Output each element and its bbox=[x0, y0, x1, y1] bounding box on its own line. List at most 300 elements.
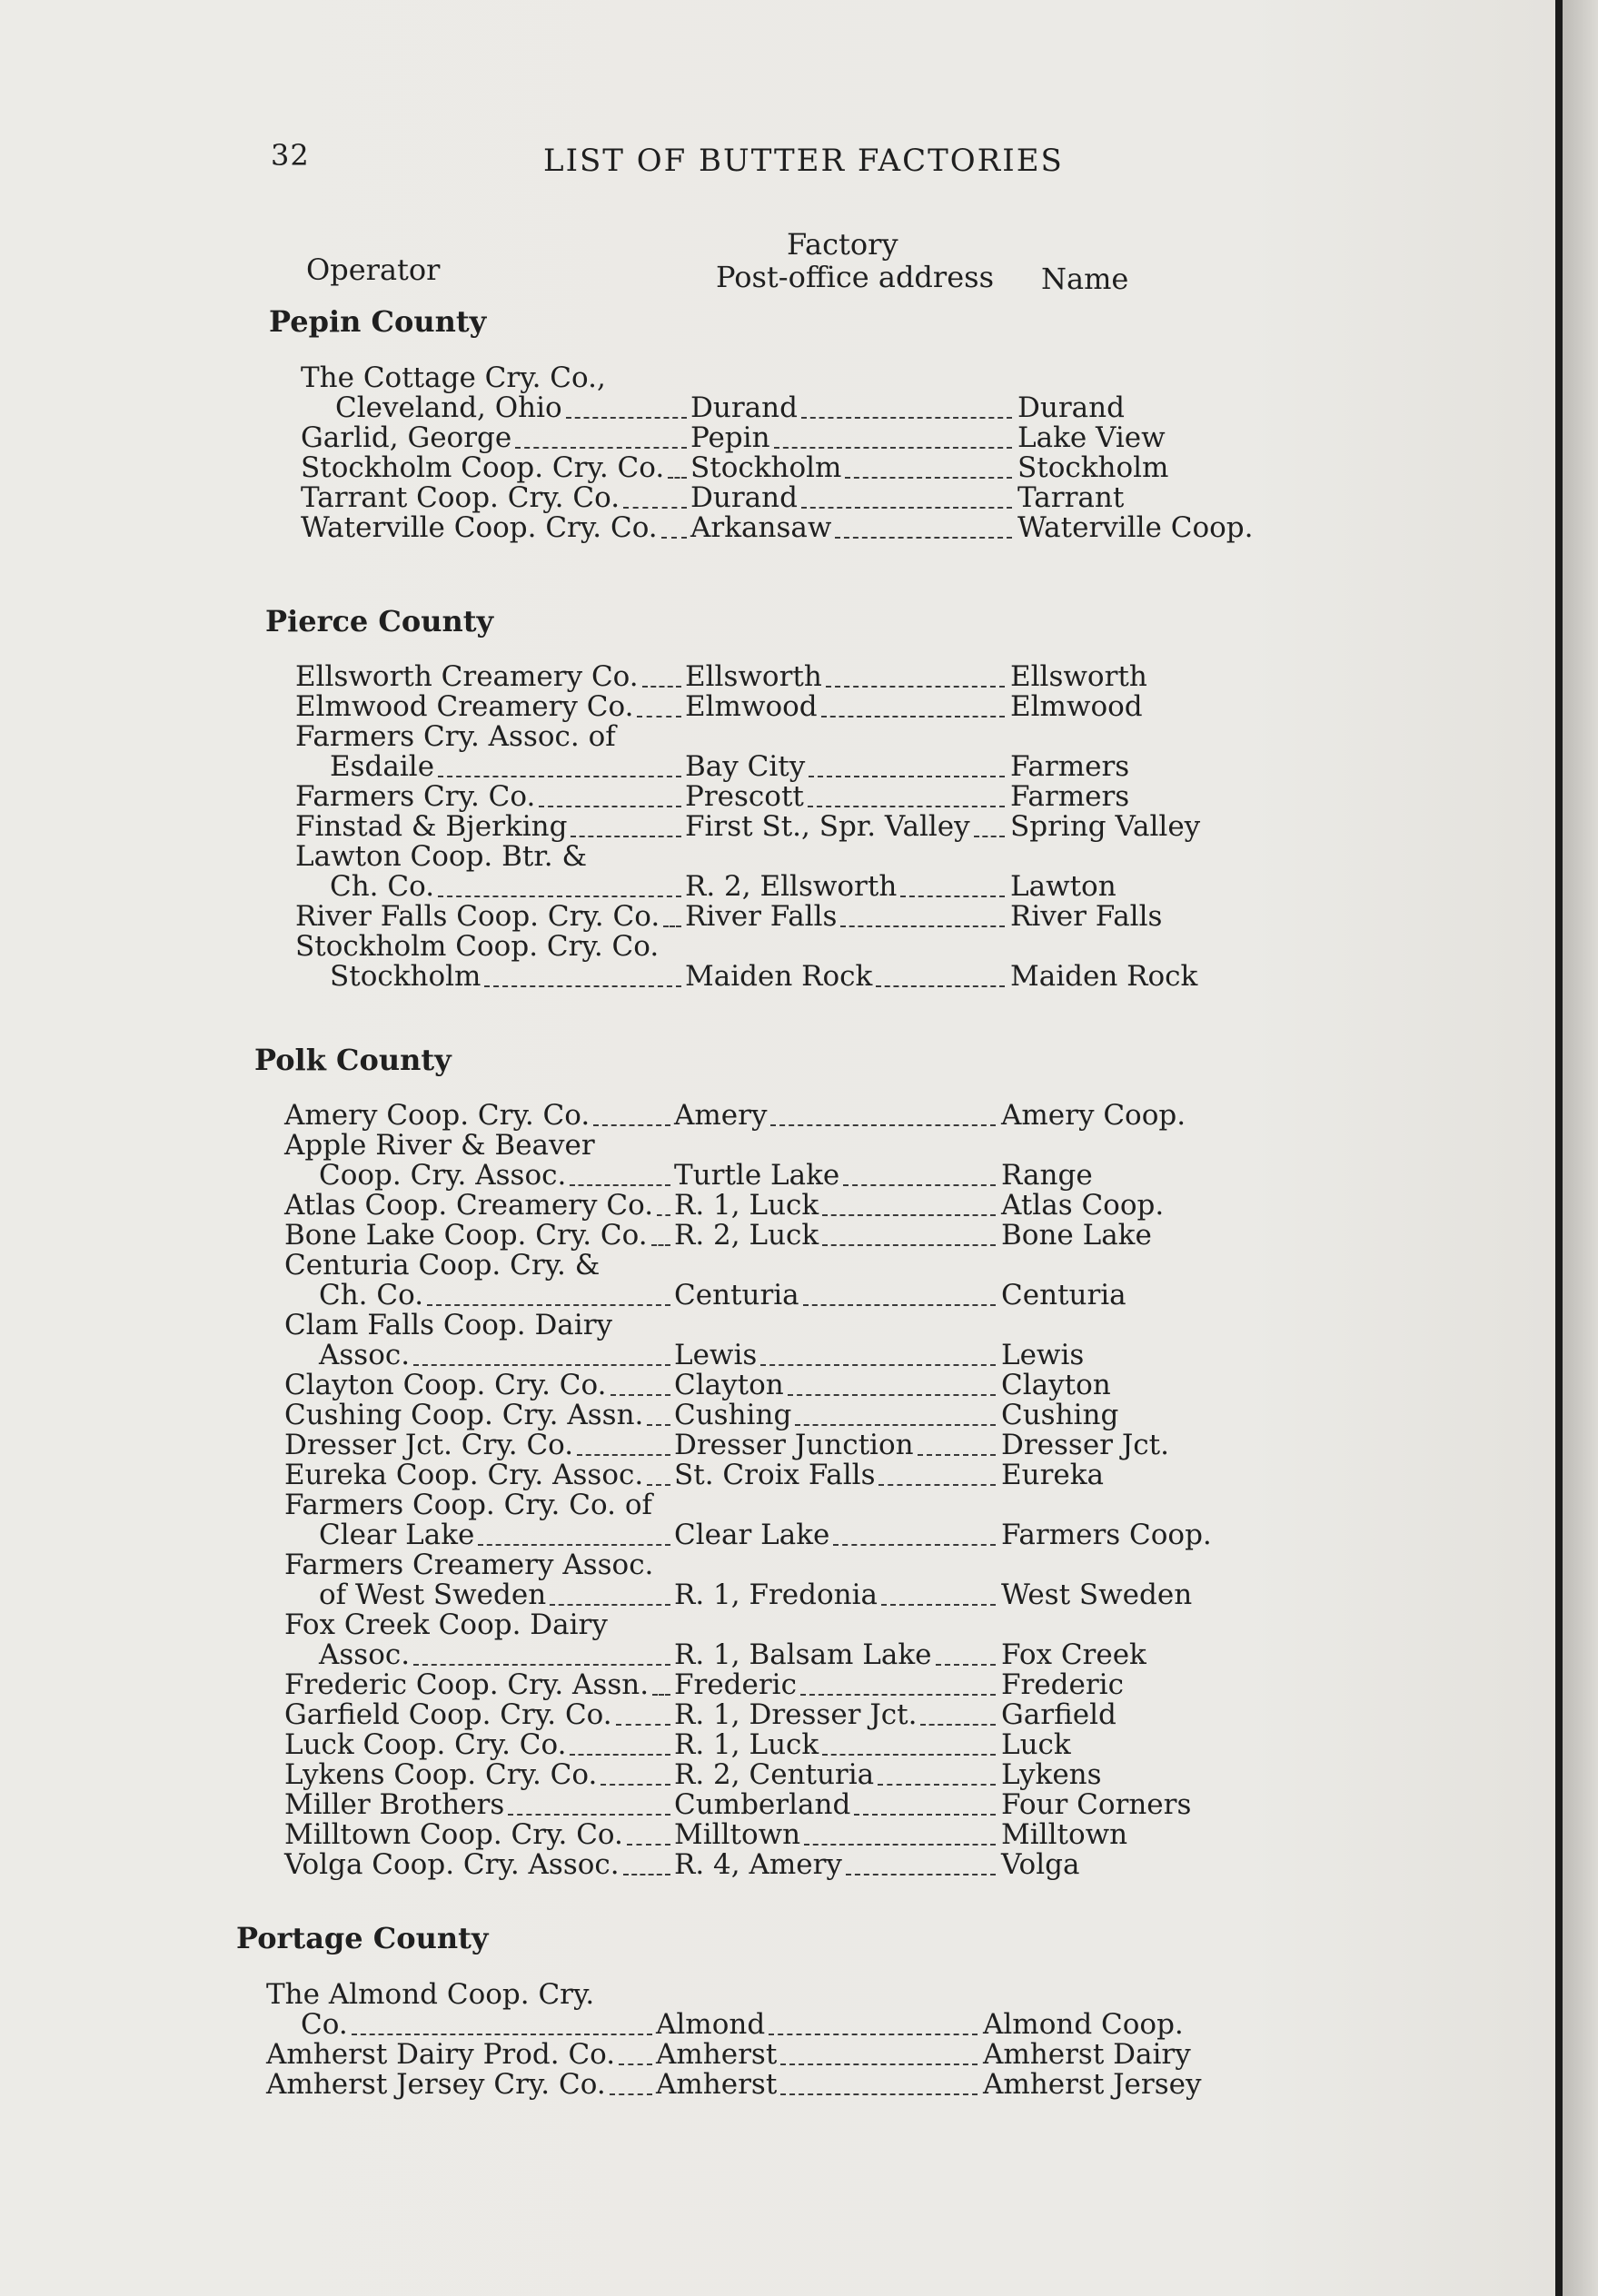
post-office-address: Clayton bbox=[674, 1369, 784, 1401]
table-row bbox=[0, 1818, 1544, 1849]
operator-cell bbox=[284, 1668, 674, 1701]
dot-leader bbox=[623, 507, 687, 509]
operator-name: of West Sweden bbox=[319, 1578, 547, 1611]
address-cell bbox=[685, 690, 1008, 723]
operator-name: Clayton Coop. Cry. Co. bbox=[284, 1369, 607, 1401]
post-office-address: Bay City bbox=[685, 750, 806, 783]
address-cell bbox=[690, 421, 1016, 454]
address-cell bbox=[674, 1399, 999, 1431]
operator-name: Frederic Coop. Cry. Assn. bbox=[284, 1668, 650, 1701]
operator-cell bbox=[319, 1638, 674, 1671]
post-office-address: Lewis bbox=[674, 1339, 758, 1371]
factory-name: Fox Creek bbox=[1001, 1638, 1146, 1671]
post-office-address: Amherst bbox=[656, 2068, 778, 2101]
operator-cell bbox=[284, 1848, 674, 1881]
table-row bbox=[0, 1578, 1544, 1609]
address-cell bbox=[690, 511, 1016, 544]
table-row bbox=[0, 451, 1544, 482]
section-title: Pierce County bbox=[265, 604, 494, 638]
operator-cell bbox=[319, 1578, 674, 1611]
section-title: Polk County bbox=[254, 1043, 452, 1077]
address-cell bbox=[674, 1369, 999, 1401]
dot-leader bbox=[478, 1544, 670, 1546]
operator-cell bbox=[330, 750, 685, 783]
factory-name: Amery Coop. bbox=[1001, 1099, 1186, 1132]
address-cell bbox=[674, 1429, 999, 1461]
scan-margin bbox=[1563, 0, 1598, 2296]
dot-leader bbox=[566, 417, 687, 419]
factory-name: Dresser Jct. bbox=[1001, 1429, 1169, 1461]
dot-leader bbox=[780, 2093, 978, 2095]
dot-leader bbox=[780, 2063, 978, 2065]
table-row bbox=[0, 1339, 1544, 1370]
dot-leader bbox=[647, 1424, 670, 1426]
operator-cell bbox=[284, 1189, 674, 1222]
table-row bbox=[0, 421, 1544, 452]
operator-name-line: The Cottage Cry. Co., bbox=[301, 361, 606, 394]
operator-name-line: The Almond Coop. Cry. bbox=[266, 1978, 595, 2011]
page-title: LIST OF BUTTER FACTORIES bbox=[543, 143, 1064, 179]
table-row bbox=[0, 1668, 1544, 1699]
operator-name: Amherst Jersey Cry. Co. bbox=[266, 2068, 606, 2101]
post-office-address: Elmwood bbox=[685, 690, 818, 723]
dot-leader bbox=[616, 1724, 670, 1726]
operator-cell bbox=[284, 1399, 674, 1431]
post-office-address: R. 2, Luck bbox=[674, 1219, 819, 1252]
address-cell bbox=[674, 1848, 999, 1881]
post-office-address: R. 2, Ellsworth bbox=[685, 870, 898, 903]
factory-name: Stockholm bbox=[1017, 451, 1169, 484]
operator-cell bbox=[301, 511, 690, 544]
dot-leader bbox=[663, 925, 681, 927]
factory-name: Atlas Coop. bbox=[1001, 1189, 1165, 1222]
factory-name: Lawton bbox=[1010, 870, 1117, 903]
factory-name: Farmers bbox=[1010, 780, 1130, 813]
column-header-factory: Factory bbox=[787, 227, 898, 262]
operator-cell bbox=[284, 1698, 674, 1731]
operator-name: Assoc. bbox=[319, 1339, 411, 1371]
table-row bbox=[0, 1159, 1544, 1190]
address-cell bbox=[685, 660, 1008, 693]
factory-name: Centuria bbox=[1001, 1279, 1127, 1311]
table-row bbox=[0, 391, 1544, 422]
dot-leader bbox=[610, 2093, 652, 2095]
post-office-address: Cumberland bbox=[674, 1788, 851, 1821]
dot-leader bbox=[637, 716, 681, 718]
operator-name: Finstad & Bjerking bbox=[295, 810, 568, 843]
table-row bbox=[0, 1429, 1544, 1460]
operator-name: Ch. Co. bbox=[330, 870, 435, 903]
table-row bbox=[0, 1638, 1544, 1669]
dot-leader bbox=[571, 836, 681, 837]
dot-leader bbox=[593, 1124, 670, 1126]
post-office-address: First St., Spr. Valley bbox=[685, 810, 970, 843]
dot-leader bbox=[822, 1244, 996, 1246]
post-office-address: Pepin bbox=[690, 421, 770, 454]
factory-name: Durand bbox=[1017, 391, 1125, 424]
operator-name: Lykens Coop. Cry. Co. bbox=[284, 1758, 598, 1791]
address-cell bbox=[690, 481, 1016, 514]
post-office-address: Durand bbox=[690, 391, 798, 424]
dot-leader bbox=[661, 537, 687, 539]
post-office-address: Cushing bbox=[674, 1399, 792, 1431]
address-cell bbox=[685, 900, 1008, 933]
operator-name: Volga Coop. Cry. Assoc. bbox=[284, 1848, 620, 1881]
dot-leader bbox=[878, 1484, 996, 1486]
operator-name-line: Fox Creek Coop. Dairy bbox=[284, 1608, 608, 1641]
post-office-address: R. 1, Balsam Lake bbox=[674, 1638, 932, 1671]
dot-leader bbox=[627, 1844, 670, 1846]
factory-name: Farmers Coop. bbox=[1001, 1519, 1212, 1551]
operator-cell bbox=[301, 421, 690, 454]
dot-leader bbox=[652, 1694, 670, 1696]
dot-leader bbox=[809, 776, 1005, 777]
dot-leader bbox=[804, 1844, 996, 1846]
operator-name: Miller Brothers bbox=[284, 1788, 505, 1821]
post-office-address: Centuria bbox=[674, 1279, 799, 1311]
factory-name: Luck bbox=[1001, 1728, 1071, 1761]
table-row bbox=[0, 690, 1544, 721]
factory-name: Four Corners bbox=[1001, 1788, 1192, 1821]
factory-name: Milltown bbox=[1001, 1818, 1128, 1851]
operator-cell bbox=[284, 1788, 674, 1821]
address-cell bbox=[656, 2008, 981, 2041]
dot-leader bbox=[769, 2034, 978, 2035]
factory-name: Waterville Coop. bbox=[1017, 511, 1254, 544]
factory-name: Maiden Rock bbox=[1010, 960, 1198, 993]
dot-leader bbox=[550, 1604, 670, 1606]
dot-leader bbox=[900, 896, 1005, 897]
post-office-address: Prescott bbox=[685, 780, 804, 813]
operator-name: Stockholm bbox=[330, 960, 481, 993]
table-row bbox=[0, 900, 1544, 931]
post-office-address: Amherst bbox=[656, 2038, 778, 2071]
operator-cell bbox=[330, 960, 685, 993]
dot-leader bbox=[438, 776, 681, 777]
factory-name: Amherst Dairy bbox=[983, 2038, 1191, 2071]
operator-cell bbox=[335, 391, 690, 424]
operator-name: Farmers Cry. Co. bbox=[295, 780, 536, 813]
address-cell bbox=[674, 1578, 999, 1611]
factory-name: Eureka bbox=[1001, 1459, 1105, 1491]
operator-name-line: Clam Falls Coop. Dairy bbox=[284, 1309, 613, 1341]
operator-name: River Falls Coop. Cry. Co. bbox=[295, 900, 660, 933]
dot-leader bbox=[920, 1724, 996, 1726]
dot-leader bbox=[774, 447, 1012, 449]
factory-name: West Sweden bbox=[1001, 1578, 1193, 1611]
dot-leader bbox=[647, 1484, 670, 1486]
address-cell bbox=[685, 750, 1008, 783]
operator-name: Tarrant Coop. Cry. Co. bbox=[301, 481, 620, 514]
address-cell bbox=[674, 1339, 999, 1371]
table-row bbox=[0, 870, 1544, 901]
operator-cell bbox=[319, 1159, 674, 1192]
operator-cell bbox=[301, 2008, 656, 2041]
operator-cell bbox=[295, 900, 685, 933]
factory-name: Elmwood bbox=[1010, 690, 1143, 723]
dot-leader bbox=[619, 2063, 652, 2065]
address-cell bbox=[685, 960, 1008, 993]
operator-cell bbox=[284, 1758, 674, 1791]
post-office-address: Almond bbox=[656, 2008, 766, 2041]
dot-leader bbox=[974, 836, 1005, 837]
address-cell bbox=[674, 1159, 999, 1192]
table-row bbox=[0, 750, 1544, 781]
column-header-operator: Operator bbox=[306, 252, 441, 287]
dot-leader bbox=[840, 925, 1005, 927]
dot-leader bbox=[484, 985, 681, 987]
dot-leader bbox=[835, 537, 1012, 539]
operator-name-line: Stockholm Coop. Cry. Co. bbox=[295, 930, 660, 963]
table-row bbox=[0, 1758, 1544, 1789]
operator-cell bbox=[284, 1429, 674, 1461]
operator-name: Luck Coop. Cry. Co. bbox=[284, 1728, 567, 1761]
dot-leader bbox=[651, 1244, 670, 1246]
address-cell bbox=[674, 1818, 999, 1851]
table-row bbox=[0, 1399, 1544, 1430]
address-cell bbox=[690, 391, 1016, 424]
post-office-address: R. 2, Centuria bbox=[674, 1758, 875, 1791]
dot-leader bbox=[822, 1214, 996, 1216]
factory-name: Amherst Jersey bbox=[983, 2068, 1202, 2101]
dot-leader bbox=[668, 477, 687, 479]
post-office-address: Arkansaw bbox=[690, 511, 832, 544]
section-title: Portage County bbox=[236, 1921, 489, 1955]
post-office-address: Milltown bbox=[674, 1818, 801, 1851]
table-row bbox=[0, 1279, 1544, 1310]
table-row bbox=[0, 2008, 1544, 2039]
dot-leader bbox=[801, 417, 1012, 419]
section-title: Pepin County bbox=[269, 304, 487, 339]
factory-name: Clayton bbox=[1001, 1369, 1111, 1401]
dot-leader bbox=[788, 1394, 996, 1396]
post-office-address: R. 1, Luck bbox=[674, 1189, 819, 1222]
post-office-address: Clear Lake bbox=[674, 1519, 830, 1551]
dot-leader bbox=[808, 806, 1005, 807]
table-row bbox=[0, 1728, 1544, 1759]
page-edge-shadow bbox=[1555, 0, 1563, 2296]
operator-name: Ellsworth Creamery Co. bbox=[295, 660, 639, 693]
factory-name: Spring Valley bbox=[1010, 810, 1201, 843]
operator-cell bbox=[295, 660, 685, 693]
address-cell bbox=[674, 1728, 999, 1761]
table-row bbox=[0, 1519, 1544, 1549]
operator-cell bbox=[301, 481, 690, 514]
table-row bbox=[0, 1848, 1544, 1879]
dot-leader bbox=[760, 1364, 996, 1366]
dot-leader bbox=[413, 1364, 670, 1366]
dot-leader bbox=[610, 1394, 670, 1396]
table-row bbox=[0, 1189, 1544, 1220]
page-number: 32 bbox=[271, 138, 310, 173]
factory-name: Volga bbox=[1001, 1848, 1080, 1881]
operator-cell bbox=[295, 780, 685, 813]
column-header-name: Name bbox=[1041, 262, 1129, 296]
address-cell bbox=[674, 1698, 999, 1731]
factory-name: Cushing bbox=[1001, 1399, 1119, 1431]
post-office-address: Turtle Lake bbox=[674, 1159, 840, 1192]
factory-name: Bone Lake bbox=[1001, 1219, 1152, 1252]
dot-leader bbox=[438, 896, 681, 897]
address-cell bbox=[674, 1668, 999, 1701]
dot-leader bbox=[846, 1874, 996, 1875]
factory-name: Range bbox=[1001, 1159, 1093, 1192]
post-office-address: R. 1, Luck bbox=[674, 1728, 819, 1761]
dot-leader bbox=[821, 716, 1005, 718]
dot-leader bbox=[918, 1454, 996, 1456]
table-row bbox=[0, 1459, 1544, 1489]
table-row bbox=[0, 1219, 1544, 1250]
operator-name: Milltown Coop. Cry. Co. bbox=[284, 1818, 623, 1851]
factory-name: River Falls bbox=[1010, 900, 1163, 933]
table-row bbox=[0, 2038, 1544, 2069]
table-row bbox=[0, 481, 1544, 512]
operator-name: Assoc. bbox=[319, 1638, 411, 1671]
post-office-address: Ellsworth bbox=[685, 660, 822, 693]
post-office-address: Stockholm bbox=[690, 451, 842, 484]
factory-name: Garfield bbox=[1001, 1698, 1117, 1731]
factory-name: Almond Coop. bbox=[983, 2008, 1184, 2041]
dot-leader bbox=[854, 1814, 996, 1816]
table-row bbox=[0, 1099, 1544, 1130]
address-cell bbox=[685, 780, 1008, 813]
post-office-address: Durand bbox=[690, 481, 798, 514]
dot-leader bbox=[881, 1604, 996, 1606]
table-row bbox=[0, 960, 1544, 991]
address-cell bbox=[674, 1279, 999, 1311]
factory-name: Frederic bbox=[1001, 1668, 1124, 1701]
operator-cell bbox=[330, 870, 685, 903]
factory-name: Lykens bbox=[1001, 1758, 1102, 1791]
table-row bbox=[0, 511, 1544, 542]
post-office-address: St. Croix Falls bbox=[674, 1459, 876, 1491]
table-row bbox=[0, 660, 1544, 691]
factory-name: Lewis bbox=[1001, 1339, 1085, 1371]
operator-cell bbox=[319, 1519, 674, 1551]
dot-leader bbox=[577, 1454, 670, 1456]
operator-name: Garfield Coop. Cry. Co. bbox=[284, 1698, 612, 1731]
operator-name: Garlid, George bbox=[301, 421, 512, 454]
dot-leader bbox=[413, 1664, 670, 1666]
table-row bbox=[0, 780, 1544, 811]
dot-leader bbox=[876, 985, 1005, 987]
address-cell bbox=[656, 2038, 981, 2071]
dot-leader bbox=[515, 447, 687, 449]
dot-leader bbox=[600, 1784, 670, 1786]
operator-name: Elmwood Creamery Co. bbox=[295, 690, 634, 723]
dot-leader bbox=[623, 1874, 670, 1875]
address-cell bbox=[674, 1219, 999, 1252]
operator-name: Waterville Coop. Cry. Co. bbox=[301, 511, 658, 544]
dot-leader bbox=[657, 1214, 670, 1216]
operator-name: Eureka Coop. Cry. Assoc. bbox=[284, 1459, 644, 1491]
operator-cell bbox=[284, 1459, 674, 1491]
operator-name-line: Farmers Coop. Cry. Co. of bbox=[284, 1489, 652, 1521]
dot-leader bbox=[845, 477, 1012, 479]
post-office-address: Dresser Junction bbox=[674, 1429, 914, 1461]
dot-leader bbox=[770, 1124, 996, 1126]
dot-leader bbox=[801, 507, 1012, 509]
address-cell bbox=[690, 451, 1016, 484]
dot-leader bbox=[800, 1694, 996, 1696]
dot-leader bbox=[508, 1814, 670, 1816]
operator-name: Amherst Dairy Prod. Co. bbox=[266, 2038, 616, 2071]
dot-leader bbox=[936, 1664, 997, 1666]
operator-cell bbox=[301, 451, 690, 484]
operator-name: Coop. Cry. Assoc. bbox=[319, 1159, 567, 1192]
operator-name-line: Farmers Creamery Assoc. bbox=[284, 1549, 654, 1581]
post-office-address: Frederic bbox=[674, 1668, 797, 1701]
operator-cell bbox=[319, 1279, 674, 1311]
address-cell bbox=[674, 1788, 999, 1821]
operator-name: Clear Lake bbox=[319, 1519, 475, 1551]
post-office-address: R. 4, Amery bbox=[674, 1848, 842, 1881]
table-row bbox=[0, 1698, 1544, 1729]
address-cell bbox=[674, 1519, 999, 1551]
operator-cell bbox=[284, 1728, 674, 1761]
operator-name: Bone Lake Coop. Cry. Co. bbox=[284, 1219, 648, 1252]
operator-cell bbox=[284, 1818, 674, 1851]
operator-name-line: Apple River & Beaver bbox=[284, 1129, 595, 1162]
post-office-address: R. 1, Dresser Jct. bbox=[674, 1698, 918, 1731]
dot-leader bbox=[795, 1424, 996, 1426]
operator-cell bbox=[266, 2038, 656, 2071]
operator-name: Stockholm Coop. Cry. Co. bbox=[301, 451, 665, 484]
post-office-address: Amery bbox=[674, 1099, 768, 1132]
column-header-address: Post-office address bbox=[716, 260, 994, 294]
dot-leader bbox=[539, 806, 681, 807]
factory-name: Ellsworth bbox=[1010, 660, 1147, 693]
post-office-address: River Falls bbox=[685, 900, 838, 933]
operator-name: Co. bbox=[301, 2008, 348, 2041]
address-cell bbox=[685, 810, 1008, 843]
address-cell bbox=[674, 1459, 999, 1491]
post-office-address: Maiden Rock bbox=[685, 960, 873, 993]
dot-leader bbox=[427, 1304, 670, 1306]
operator-name: Amery Coop. Cry. Co. bbox=[284, 1099, 591, 1132]
address-cell bbox=[674, 1099, 999, 1132]
operator-cell bbox=[284, 1219, 674, 1252]
address-cell bbox=[674, 1638, 999, 1671]
post-office-address: R. 1, Fredonia bbox=[674, 1578, 878, 1611]
operator-name: Atlas Coop. Creamery Co. bbox=[284, 1189, 654, 1222]
operator-cell bbox=[295, 810, 685, 843]
operator-cell bbox=[319, 1339, 674, 1371]
address-cell bbox=[674, 1189, 999, 1222]
operator-name: Ch. Co. bbox=[319, 1279, 424, 1311]
operator-name-line: Centuria Coop. Cry. & bbox=[284, 1249, 600, 1282]
operator-name: Cleveland, Ohio bbox=[335, 391, 562, 424]
operator-cell bbox=[284, 1099, 674, 1132]
dot-leader bbox=[826, 686, 1005, 688]
dot-leader bbox=[878, 1784, 996, 1786]
dot-leader bbox=[642, 686, 681, 688]
factory-name: Tarrant bbox=[1017, 481, 1125, 514]
factory-name: Farmers bbox=[1010, 750, 1130, 783]
factory-name: Lake View bbox=[1017, 421, 1166, 454]
operator-name-line: Farmers Cry. Assoc. of bbox=[295, 720, 616, 753]
operator-name: Esdaile bbox=[330, 750, 435, 783]
address-cell bbox=[656, 2068, 981, 2101]
table-row bbox=[0, 2068, 1544, 2099]
dot-leader bbox=[833, 1544, 996, 1546]
operator-cell bbox=[284, 1369, 674, 1401]
table-row bbox=[0, 1369, 1544, 1400]
operator-name: Dresser Jct. Cry. Co. bbox=[284, 1429, 574, 1461]
table-row bbox=[0, 810, 1544, 841]
dot-leader bbox=[570, 1754, 670, 1756]
address-cell bbox=[685, 870, 1008, 903]
